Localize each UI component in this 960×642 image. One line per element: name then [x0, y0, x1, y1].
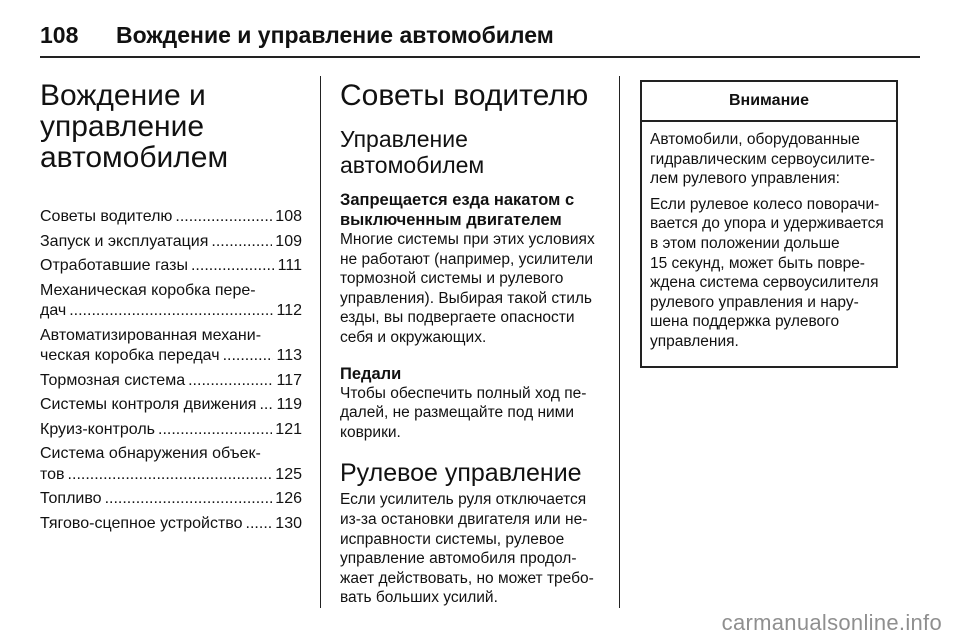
steering-paragraph: [340, 490, 604, 608]
toc-entry-page: 130: [275, 514, 302, 532]
text-line: 15 секунд, может быть повре-: [650, 254, 865, 272]
chapter-title: Вождение и управление автомобилем: [116, 21, 554, 48]
toc-entry[interactable]: [40, 326, 302, 367]
text-line: управления). Выбирая такой стиль: [340, 289, 592, 307]
warning-body: [642, 122, 896, 366]
toc-entry-page: 108: [275, 208, 302, 225]
section-title-line: Вождение и: [40, 79, 206, 112]
toc-entry-label: Запуск и эксплуатация: [40, 232, 209, 250]
text-line: управления.: [650, 332, 739, 350]
pedals-paragraph: [340, 384, 604, 443]
toc-entry-page: 121: [275, 420, 302, 438]
toc-entry-label: Отработавшие газы: [40, 257, 188, 274]
toc-entry-label: Системы контроля движения: [40, 396, 257, 413]
warning-title: Внимание: [642, 82, 896, 122]
toc-entry-label: Механическая коробка пере-: [40, 281, 256, 299]
toc-entry-label: Круиз-контроль: [40, 420, 155, 438]
text-line: Если рулевое колесо поворачи-: [650, 195, 880, 213]
toc-entry-page: 119: [276, 396, 302, 413]
section-title-line: управление: [40, 110, 205, 143]
toc-entry-page: 112: [276, 302, 302, 319]
text-line: далей, не размещайте под ними: [340, 404, 574, 422]
subsection-heading: [340, 126, 604, 178]
text-line: Если усилитель руля отключается: [340, 491, 587, 509]
toc-entry[interactable]: [40, 444, 302, 485]
text-line: коврики.: [340, 423, 401, 441]
section-heading: Советы водителю: [340, 79, 589, 112]
subsection-heading-line: Управление: [340, 126, 468, 152]
toc-entry-label: Советы водителю: [40, 208, 173, 225]
text-line: тормозной системы и рулевого: [340, 270, 564, 288]
toc-entry-label: тов: [40, 465, 65, 483]
text-line: ждена система сервоусилителя: [650, 274, 879, 292]
toc-entry[interactable]: [40, 489, 302, 510]
text-line: жает действовать, но может требо-: [340, 569, 594, 587]
subsection-heading-line: автомобилем: [340, 152, 485, 178]
watermark: carmanualsonline.info: [721, 610, 942, 635]
coasting-paragraph: [340, 230, 604, 348]
chapter-contents-column: [40, 80, 302, 538]
toc-entry-page: 125: [275, 465, 302, 483]
column-divider: [619, 76, 620, 608]
section-title-line: автомобилем: [40, 141, 229, 174]
text-line: из-за остановки двигателя или не-: [340, 510, 588, 528]
toc-entry-label: дач: [40, 302, 67, 319]
coasting-heading: [340, 190, 604, 230]
warning-paragraph: [650, 195, 888, 352]
text-line: Чтобы обеспечить полный ход пе-: [340, 384, 587, 402]
toc-entry[interactable]: [40, 371, 302, 392]
toc-entry-label: ческая коробка передач: [40, 347, 220, 364]
driving-hints-column: [340, 80, 604, 608]
column-divider: [320, 76, 321, 608]
text-line: шена поддержка рулевого: [650, 313, 840, 331]
toc-entry-page: 109: [275, 232, 302, 250]
toc-entry-page: 111: [277, 257, 302, 274]
text-line: рулевого управления и нару-: [650, 293, 859, 311]
toc-entry[interactable]: [40, 514, 302, 535]
toc-entry-label: Топливо: [40, 490, 102, 507]
text-line: Автомобили, оборудованные: [650, 131, 860, 148]
section-title: [40, 80, 302, 173]
text-line: исправности системы, рулевое: [340, 530, 565, 548]
text-line: управление автомобиля продол-: [340, 550, 577, 568]
toc-entry-label: Автоматизированная механи-: [40, 326, 262, 344]
text-line: вается до упора и удерживается: [650, 215, 884, 233]
text-line: гидравлическим сервоусилите-: [650, 150, 875, 168]
text-line: себя и окружающих.: [340, 328, 487, 346]
toc-entry[interactable]: [40, 395, 302, 416]
text-line: Многие системы при этих условиях: [340, 231, 595, 248]
warning-paragraph: [650, 130, 888, 189]
toc-entry[interactable]: [40, 281, 302, 322]
warning-column: [640, 80, 898, 368]
toc-entry-label: Тягово-сцепное устройство: [40, 514, 243, 532]
toc-entry-label: Тормозная система: [40, 371, 186, 389]
toc-entry[interactable]: [40, 420, 302, 441]
text-line: не работают (например, усилители: [340, 250, 594, 268]
toc-entry-page: 126: [275, 490, 302, 507]
toc-entry-page: 117: [276, 371, 302, 389]
text-line: в этом положении дольше: [650, 234, 840, 252]
toc-entry-page: 113: [276, 347, 302, 364]
toc-entry-label: Система обнаружения объек-: [40, 445, 261, 462]
pedals-heading: Педали: [340, 364, 402, 383]
toc-entry[interactable]: [40, 256, 302, 277]
coasting-heading-line: выключенным двигателем: [340, 211, 562, 229]
coasting-heading-line: Запрещается езда накатом с: [340, 191, 575, 209]
steering-heading: Рулевое управление: [340, 459, 582, 488]
page-number: 108: [40, 21, 79, 48]
text-line: езды, вы подвергаете опасности: [340, 309, 575, 327]
warning-box: [640, 80, 898, 368]
toc-entry[interactable]: [40, 207, 302, 228]
text-line: вать больших усилий.: [340, 589, 498, 607]
toc-entry[interactable]: [40, 232, 302, 253]
page-header: [40, 14, 920, 58]
text-line: лем рулевого управления:: [650, 170, 840, 188]
